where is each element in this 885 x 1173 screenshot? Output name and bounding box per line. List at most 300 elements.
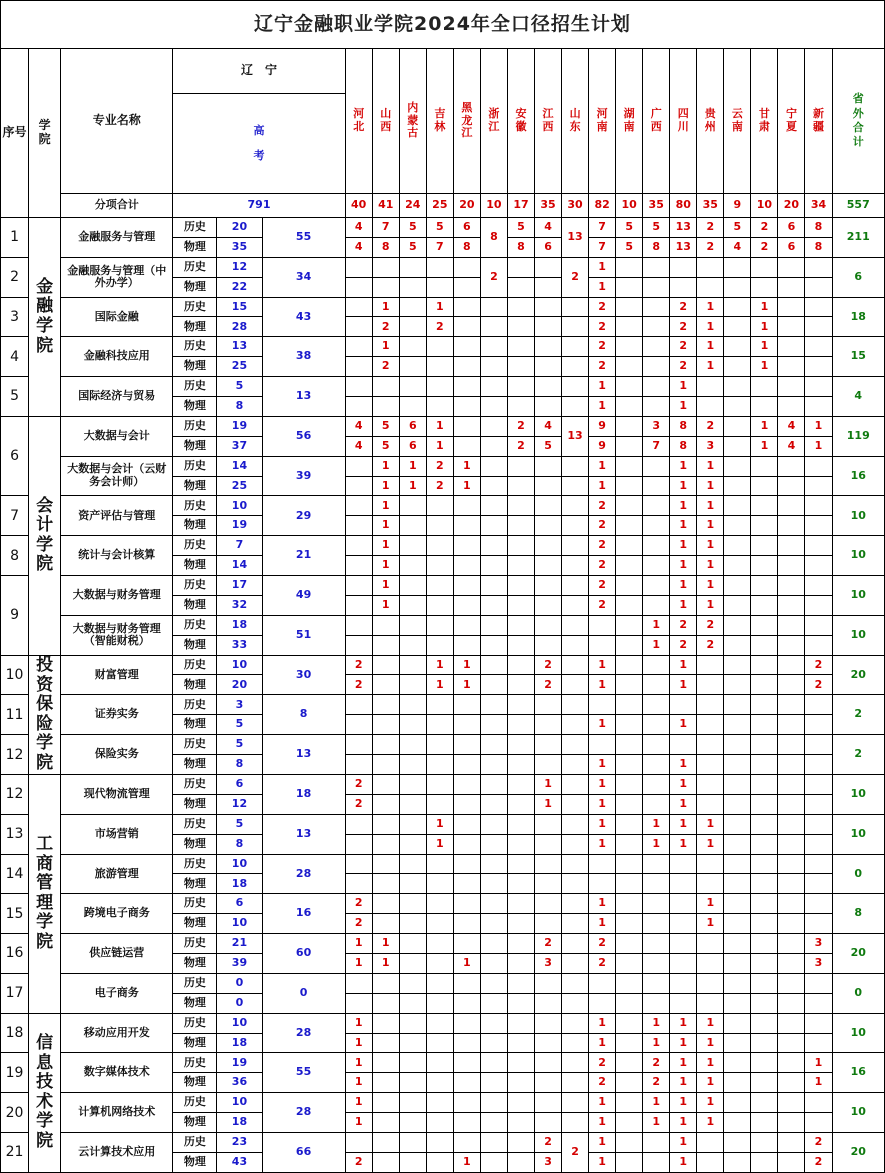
province-count: 1 [670, 1113, 697, 1133]
province-count: 4 [345, 218, 372, 238]
province-count [453, 1093, 480, 1113]
province-count: 3 [535, 1152, 562, 1172]
province-count: 2 [345, 914, 372, 934]
province-count [724, 277, 751, 297]
province-count: 7 [589, 237, 616, 257]
province-count [616, 794, 643, 814]
province-count [535, 635, 562, 655]
province-count [616, 854, 643, 874]
province-count [805, 456, 832, 476]
major-name: 大数据与财务管理 [61, 576, 173, 616]
province-count [399, 516, 426, 536]
province-count [562, 635, 589, 655]
province-count [480, 854, 507, 874]
province-count: 1 [589, 834, 616, 854]
province-count: 2 [589, 576, 616, 596]
province-count [562, 615, 589, 635]
province-count [778, 536, 805, 556]
province-count [805, 397, 832, 417]
outside-total: 20 [832, 655, 884, 695]
province-count [670, 894, 697, 914]
province-count [535, 576, 562, 596]
province-count [507, 735, 534, 755]
liaoning-header: 辽 宁 [173, 49, 345, 94]
outside-total: 10 [832, 576, 884, 616]
province-count: 2 [805, 1152, 832, 1172]
province-count [562, 317, 589, 337]
college-name: 金融学院 [29, 218, 61, 417]
province-count: 2 [751, 237, 778, 257]
province-subtotal: 20 [778, 194, 805, 218]
province-count [535, 357, 562, 377]
province-count [778, 1033, 805, 1053]
province-count [778, 377, 805, 397]
province-count [805, 774, 832, 794]
province-count [805, 973, 832, 993]
province-count [480, 715, 507, 735]
province-count [480, 1053, 507, 1073]
province-count [535, 894, 562, 914]
province-count: 1 [697, 914, 724, 934]
province-count [453, 436, 480, 456]
province-count [751, 1013, 778, 1033]
province-count: 1 [670, 1093, 697, 1113]
province-count: 2 [562, 1132, 589, 1172]
province-count [778, 655, 805, 675]
province-count [643, 934, 670, 954]
province-count: 6 [778, 237, 805, 257]
college-name: 投资保险学院 [29, 655, 61, 774]
province-count: 1 [643, 635, 670, 655]
province-count [480, 635, 507, 655]
liaoning-count: 21 [217, 934, 262, 954]
province-count [643, 874, 670, 894]
province-count [562, 556, 589, 576]
province-count [480, 1152, 507, 1172]
province-count [562, 1053, 589, 1073]
seq-number: 18 [1, 1013, 29, 1053]
liaoning-count: 5 [217, 814, 262, 834]
province-count [426, 993, 453, 1013]
seq-number: 5 [1, 377, 29, 417]
liaoning-total: 60 [262, 934, 345, 974]
province-count [453, 536, 480, 556]
province-count: 1 [589, 1113, 616, 1133]
province-count [778, 874, 805, 894]
province-count [507, 993, 534, 1013]
province-count [535, 1013, 562, 1033]
province-count [535, 496, 562, 516]
province-count [426, 1152, 453, 1172]
province-count: 2 [562, 257, 589, 297]
province-count: 8 [372, 237, 399, 257]
province-count [697, 655, 724, 675]
province-count [345, 516, 372, 536]
province-count: 13 [562, 416, 589, 456]
province-count [453, 1033, 480, 1053]
province-count: 1 [453, 1152, 480, 1172]
subject-label: 历史 [173, 496, 217, 516]
province-count [778, 257, 805, 277]
province-count: 13 [670, 237, 697, 257]
province-count [616, 456, 643, 476]
province-count [778, 556, 805, 576]
province-count: 1 [372, 496, 399, 516]
province-count [751, 973, 778, 993]
province-count: 1 [697, 496, 724, 516]
liaoning-total: 34 [262, 257, 345, 297]
province-count [372, 1093, 399, 1113]
province-count: 2 [697, 218, 724, 238]
province-count [805, 615, 832, 635]
province-count [426, 357, 453, 377]
province-count [535, 377, 562, 397]
province-count: 1 [345, 1053, 372, 1073]
seq-number: 6 [1, 416, 29, 496]
seq-number: 10 [1, 655, 29, 695]
province-count: 2 [589, 536, 616, 556]
province-count [589, 993, 616, 1013]
province-subtotal: 35 [535, 194, 562, 218]
province-subtotal: 35 [697, 194, 724, 218]
province-count [778, 854, 805, 874]
province-count [562, 755, 589, 775]
province-count [399, 774, 426, 794]
province-count [778, 1073, 805, 1093]
province-count [778, 814, 805, 834]
province-subtotal: 20 [453, 194, 480, 218]
province-count [589, 635, 616, 655]
province-count: 1 [670, 536, 697, 556]
province-count [453, 1132, 480, 1152]
province-count [399, 1033, 426, 1053]
province-count: 1 [697, 1093, 724, 1113]
outside-total: 6 [832, 257, 884, 297]
province-count [805, 914, 832, 934]
province-count [643, 1152, 670, 1172]
province-count [507, 814, 534, 834]
liaoning-total: 30 [262, 655, 345, 695]
province-count: 2 [372, 357, 399, 377]
outside-total: 4 [832, 377, 884, 417]
province-count [778, 774, 805, 794]
province-count: 1 [426, 416, 453, 436]
province-count [643, 317, 670, 337]
province-count [507, 1033, 534, 1053]
province-count [507, 1073, 534, 1093]
province-count [535, 536, 562, 556]
province-count [426, 496, 453, 516]
seq-number: 12 [1, 735, 29, 775]
province-count [562, 953, 589, 973]
outside-total: 16 [832, 1053, 884, 1093]
province-subtotal: 24 [399, 194, 426, 218]
province-count [453, 297, 480, 317]
province-count: 2 [589, 556, 616, 576]
province-header: 河南 [589, 49, 616, 194]
province-count [751, 755, 778, 775]
province-count: 1 [751, 357, 778, 377]
province-count: 1 [670, 1053, 697, 1073]
major-name: 旅游管理 [61, 854, 173, 894]
province-count [535, 1073, 562, 1093]
province-count [589, 854, 616, 874]
province-count: 1 [643, 814, 670, 834]
province-count [426, 1033, 453, 1053]
province-count [453, 1053, 480, 1073]
province-count [616, 317, 643, 337]
liaoning-total: 55 [262, 1053, 345, 1093]
gaokao-header: 高 考 [173, 94, 345, 194]
province-count [670, 277, 697, 297]
province-subtotal: 10 [751, 194, 778, 218]
subject-label: 历史 [173, 615, 217, 635]
province-count [670, 953, 697, 973]
college-name: 信息技术学院 [29, 1013, 61, 1172]
liaoning-count: 7 [217, 536, 262, 556]
province-count [480, 655, 507, 675]
province-count [535, 277, 562, 297]
province-count: 1 [670, 774, 697, 794]
province-count: 1 [697, 576, 724, 596]
province-subtotal: 82 [589, 194, 616, 218]
province-count: 1 [697, 1033, 724, 1053]
province-count [778, 675, 805, 695]
province-count [453, 973, 480, 993]
outside-total: 0 [832, 973, 884, 1013]
province-count: 1 [697, 317, 724, 337]
province-count: 3 [643, 416, 670, 436]
province-count [805, 1093, 832, 1113]
province-count [562, 397, 589, 417]
province-count: 2 [345, 675, 372, 695]
outside-total: 10 [832, 774, 884, 814]
province-count [778, 615, 805, 635]
province-count: 2 [670, 357, 697, 377]
province-count: 6 [399, 416, 426, 436]
outside-total: 2 [832, 735, 884, 775]
province-header: 山东 [562, 49, 589, 194]
province-count: 1 [589, 397, 616, 417]
province-count [616, 993, 643, 1013]
province-count: 6 [535, 237, 562, 257]
province-count [670, 735, 697, 755]
subject-label: 历史 [173, 576, 217, 596]
province-count [507, 914, 534, 934]
province-count [751, 615, 778, 635]
province-count [751, 695, 778, 715]
province-count [426, 1053, 453, 1073]
province-count [724, 715, 751, 735]
province-count [535, 1113, 562, 1133]
province-count [643, 1132, 670, 1152]
province-count [805, 297, 832, 317]
province-count [480, 377, 507, 397]
province-count: 5 [399, 237, 426, 257]
major-header: 专业名称 [61, 49, 173, 194]
province-count: 1 [670, 755, 697, 775]
province-count: 1 [697, 357, 724, 377]
province-count [453, 576, 480, 596]
province-subtotal: 35 [643, 194, 670, 218]
province-count [778, 516, 805, 536]
liaoning-count: 13 [217, 337, 262, 357]
province-count: 3 [535, 953, 562, 973]
province-count [778, 595, 805, 615]
province-subtotal: 34 [805, 194, 832, 218]
subject-label: 历史 [173, 536, 217, 556]
major-name: 国际经济与贸易 [61, 377, 173, 417]
province-count: 2 [345, 894, 372, 914]
liaoning-total: 13 [262, 735, 345, 775]
province-count: 1 [643, 1113, 670, 1133]
province-count [805, 794, 832, 814]
province-count [778, 755, 805, 775]
province-count [345, 993, 372, 1013]
province-count [480, 1013, 507, 1033]
province-count [453, 715, 480, 735]
province-header: 吉林 [426, 49, 453, 194]
province-count: 1 [589, 1093, 616, 1113]
province-count [643, 337, 670, 357]
province-count [399, 1053, 426, 1073]
province-count [426, 854, 453, 874]
province-count [480, 814, 507, 834]
province-count: 4 [345, 436, 372, 456]
province-count [535, 854, 562, 874]
seq-number: 2 [1, 257, 29, 297]
province-count [805, 556, 832, 576]
province-count [670, 854, 697, 874]
major-name: 财富管理 [61, 655, 173, 695]
province-count [616, 675, 643, 695]
province-count [724, 794, 751, 814]
province-count: 2 [426, 476, 453, 496]
province-count [507, 257, 534, 277]
province-count [535, 695, 562, 715]
seq-number: 8 [1, 536, 29, 576]
liaoning-count: 36 [217, 1073, 262, 1093]
province-count [399, 337, 426, 357]
province-count [399, 1013, 426, 1033]
province-count: 1 [372, 556, 399, 576]
province-count: 1 [589, 755, 616, 775]
outside-total: 16 [832, 456, 884, 496]
province-count [724, 297, 751, 317]
province-count [453, 814, 480, 834]
province-count [562, 595, 589, 615]
province-count: 1 [453, 476, 480, 496]
liaoning-count: 22 [217, 277, 262, 297]
province-count [453, 397, 480, 417]
seq-number: 12 [1, 774, 29, 814]
province-count [453, 914, 480, 934]
province-count: 1 [426, 436, 453, 456]
province-count [778, 277, 805, 297]
province-count [399, 377, 426, 397]
province-count [480, 416, 507, 436]
province-count [453, 337, 480, 357]
subject-label: 历史 [173, 377, 217, 397]
province-count [399, 317, 426, 337]
province-header: 宁夏 [778, 49, 805, 194]
province-count [751, 516, 778, 536]
province-count [372, 257, 399, 277]
province-count: 2 [589, 1053, 616, 1073]
province-count [507, 934, 534, 954]
liaoning-count: 5 [217, 377, 262, 397]
major-name: 供应链运营 [61, 934, 173, 974]
province-count [805, 277, 832, 297]
province-count [616, 1132, 643, 1152]
province-count [562, 735, 589, 755]
province-count [507, 277, 534, 297]
province-count [535, 476, 562, 496]
province-count: 2 [697, 615, 724, 635]
province-count [507, 854, 534, 874]
province-count [805, 735, 832, 755]
outside-total: 211 [832, 218, 884, 258]
province-count [453, 317, 480, 337]
province-count [426, 516, 453, 536]
province-count [507, 794, 534, 814]
province-count [697, 774, 724, 794]
province-count [805, 595, 832, 615]
province-count: 1 [399, 456, 426, 476]
province-count [372, 1073, 399, 1093]
province-count [778, 695, 805, 715]
province-count [751, 874, 778, 894]
subject-label: 历史 [173, 655, 217, 675]
province-count: 1 [697, 1113, 724, 1133]
province-count: 1 [670, 476, 697, 496]
province-count [724, 536, 751, 556]
province-count: 1 [589, 257, 616, 277]
province-count [778, 1152, 805, 1172]
province-count [751, 635, 778, 655]
province-count: 1 [805, 436, 832, 456]
province-count [643, 476, 670, 496]
province-count: 1 [372, 297, 399, 317]
province-count [643, 675, 670, 695]
province-count: 1 [670, 397, 697, 417]
liaoning-total: 21 [262, 536, 345, 576]
province-count [616, 1033, 643, 1053]
province-count [751, 675, 778, 695]
outside-total: 15 [832, 337, 884, 377]
province-count [480, 735, 507, 755]
province-count [751, 1113, 778, 1133]
province-count: 1 [670, 1132, 697, 1152]
province-count: 5 [724, 218, 751, 238]
province-count: 1 [805, 1073, 832, 1093]
province-count [426, 1113, 453, 1133]
province-count [616, 814, 643, 834]
province-header: 黑龙江 [453, 49, 480, 194]
province-subtotal: 30 [562, 194, 589, 218]
province-count [670, 993, 697, 1013]
province-count: 1 [345, 1013, 372, 1033]
province-count [724, 755, 751, 775]
province-header: 贵州 [697, 49, 724, 194]
province-count: 1 [805, 1053, 832, 1073]
province-count [372, 894, 399, 914]
province-count [724, 1152, 751, 1172]
province-count [805, 337, 832, 357]
province-count [724, 1013, 751, 1033]
province-count [778, 317, 805, 337]
province-count [345, 755, 372, 775]
